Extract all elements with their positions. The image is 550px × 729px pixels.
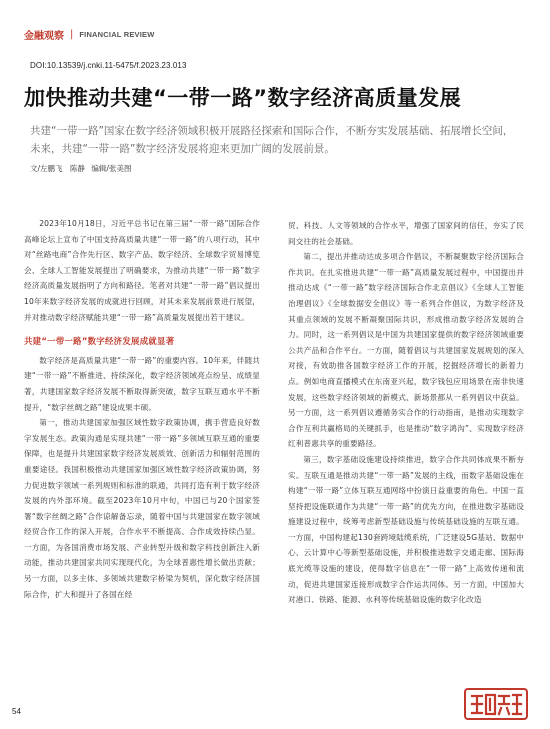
left-column	[24, 216, 260, 602]
body-paragraph: 第二，提出并推动达成多项合作倡议，不断凝聚数字经济国际合作共识。在扎实推进共建“一带一路”高质量发展过程中，中国提出并推动达成《“一带一路”数字经济国际合作北京倡议》《全球人工智能治理倡议》《全球数据安全倡议》等一系列合作倡议，为数字经济及其重点领域的发展不断凝聚国际共识，形成推动数字经济发展的合力。同时，这一系列倡议是中国为共建国家提供的数字经济领域重要公共产品和合作平台。一方面，随着倡议与共建国家发展规划的深入对接，有效助推各国数字经济工作的开展，挖掘经济增长的新着力点。例如电商直播模式在东南亚兴起，数字钱包应用场景在南非快速发展，这些数字经济领域的新模式、新场景都从一系列倡议中获益。另一方面，这一系列倡议遵循务实合作的行动指南，是推动实现数字合作互利共赢格局的关键抓手，也是推动“数字鸿沟”、实现数字经济红利普惠共享的重要路径。	[288, 252, 524, 449]
section-separator: |	[70, 28, 74, 40]
body-paragraph: 2023年10月18日，习近平总书记在第三届“一带一路”国际合作高峰论坛上宣布了中国支持高质量共建“一带一路”的八项行动，其中对“丝路电商”合作先行区、数字产品、数字经济、全球数字贸易博览会、全球人工智能发展提出了明确要求，为推动共建“一带一路”数字经济高质量发展指明了方向和路径。笔者对共建“一带一路”倡议提出10年来数字经济发展的成就进行回顾，对其未来发展前景进行展望，并对推动数字经济赋能共建“一带一路”高质量发展提出若干建议。	[24, 219, 260, 322]
right-column	[288, 218, 524, 608]
page-number: 54	[12, 707, 21, 716]
doi-label: DOI:10.13539/j.cnki.11-5475/f.2023.23.013	[30, 61, 187, 70]
body-paragraph: 第三，数字基础设施建设持续推进，数字合作共同体成果不断夯实。互联互通是推动共建“一带一路”发展的主线，而数字基础设施在构建“一带一路”立体互联互通网络中扮演日益重要的角色。中国一直坚持把设施联通作为共建“一带一路”的优先方向，在推进数字基础设施建设过程中，统筹考虑新型基础设施与传统基础设施的互联互通。一方面，中国构建起130套跨境陆缆系统，广泛建设5G基站、数据中心、云计算中心等新型基础设施，并积极推进数字交通走廊、国际海底光缆等设施的建设，使得数字信息在“一带一路”上高效传递和流动，促进共建国家连接形成数字合作运共同体。另一方面，中国加大对港口、铁路、能源、水利等传统基础设施的数字化改造	[288, 454, 524, 605]
stamp-seal-icon	[464, 688, 528, 720]
section-heading: 共建“一带一路”数字经济发展成就显著	[24, 336, 175, 347]
article-title: 加快推动共建“一带一路”数字经济高质量发展	[24, 86, 462, 110]
byline	[30, 163, 135, 174]
body-paragraph: 第一，推动共建国家加强区域性数字政策协调，携手营造良好数字发展生态。政策沟通是实现共建“一带一路”多领域互联互通的重要保障，也是提升共建国家数字经济发展质效、创新活力和辐射范围的重要途径。我国积极推动共建国家加强区域性数字经济政策协调，努力促进数字领域一系列规则和标准的联通，共同打造有利于数字经济发展的内外部环境。截至2023年10月中旬，中国已与20个国家签署“数字丝绸之路”合作谅解备忘录，随着中国与共建国家在数字领域经贸合作工作的深入开展，合作水平不断提高、合作成效持续凸显。一方面，为各国消费市场发展、产业转型升级和数字科技创新注入新动能，推动共建国家共同实现现代化，为全球普惠性增长做出贡献；另一方面，以多主体、多领域共建数字桥梁为契机，深化数字经济国际合作，扩大和提升了各国在经	[24, 418, 260, 599]
body-paragraph: 贸、科技、人文等领域的合作水平，增强了国家间的信任，夯实了民间交往的社会基础。	[288, 221, 524, 246]
article-abstract: 共建“一带一路”国家在数字经济领域积极开展路径探索和国际合作，不断夯实发展基础、拓展增长空间，未来，共建“一带一路”数字经济发展将迎来更加广阔的发展前景。	[30, 125, 514, 155]
body-paragraph: 数字经济是高质量共建“一带一路”的重要内容。10年来，伴随共建“一带一路”不断推进、持续深化，数字经济领域亮点纷呈、成绩显著，共建国家数字经济发展不断取得新突破，数字互联互通水平不断提升，“数字丝绸之路”建设成果丰硕。	[24, 355, 260, 412]
section-name-cn: 金融观察	[24, 30, 64, 42]
byline-authors: 文/左鹏飞 陈静	[30, 164, 86, 173]
section-name-en: FINANCIAL REVIEW	[79, 29, 155, 39]
byline-editor: 编辑/张美图	[91, 164, 132, 173]
section-header	[24, 26, 155, 42]
